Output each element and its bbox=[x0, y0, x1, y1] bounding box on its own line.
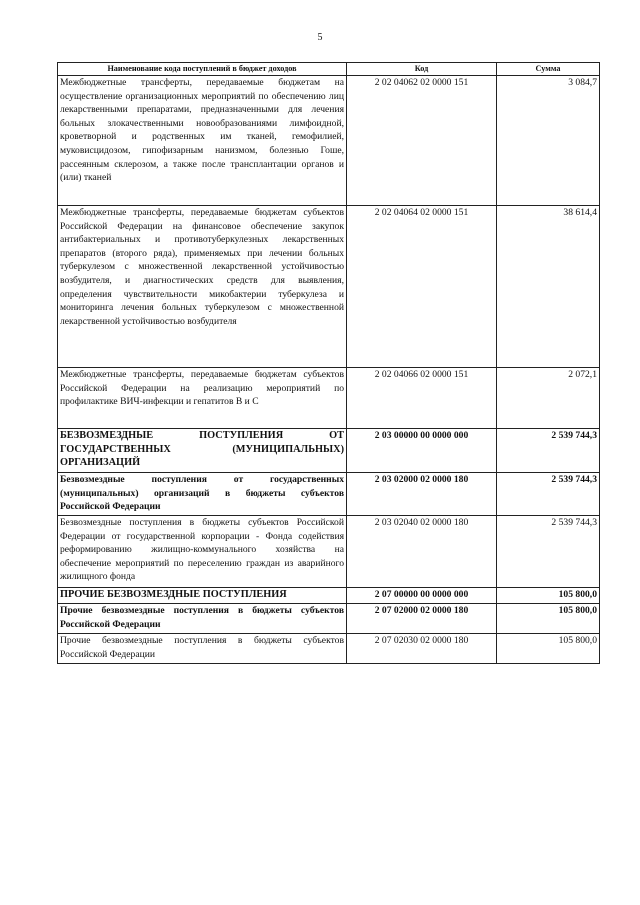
header-name: Наименование кода поступлений в бюджет доходов bbox=[58, 63, 347, 76]
table-header-row bbox=[58, 63, 600, 76]
row-code: 2 07 02000 02 0000 180 bbox=[347, 604, 497, 634]
row-sum: 105 800,0 bbox=[497, 634, 600, 664]
row-name: Межбюджетные трансферты, передаваемые бюджетам на осуществление организационных мероприятий по обеспечению лиц лекарственными препаратами, предназначенными для лечения больных злокачественными новообразованиями лимфоидной, кроветворной и родственных им тканей, гемофилией, муковисцидозом, гипофизарным нанизмом, болезнью Гоше, рассеянным склерозом, а также после трансплантации органов и (или) тканей bbox=[58, 76, 347, 206]
row-name: БЕЗВОЗМЕЗДНЫЕ ПОСТУПЛЕНИЯ ОТ ГОСУДАРСТВЕННЫХ (МУНИЦИПАЛЬНЫХ) ОРГАНИЗАЦИЙ bbox=[58, 429, 347, 473]
row-code: 2 03 02000 02 0000 180 bbox=[347, 473, 497, 516]
row-name: Межбюджетные трансферты, передаваемые бюджетам субъектов Российской Федерации на финансовое обеспечение закупок антибактериальных и противотуберкулезных лекарственных препаратов (второго ряда), применяемых при лечении больных туберкулезом с множественной лекарственной устойчивостью возбудителя, и диагностических средств для выявления, определения чувствительности микобактерии туберкулеза и мониторинга лечения больных туберкулезом с множественной лекарственной устойчивостью возбудителя bbox=[58, 206, 347, 368]
table-row bbox=[58, 634, 600, 664]
row-sum: 105 800,0 bbox=[497, 604, 600, 634]
table-row bbox=[58, 429, 600, 473]
row-name: Прочие безвозмездные поступления в бюджеты субъектов Российской Федерации bbox=[58, 634, 347, 664]
row-sum: 38 614,4 bbox=[497, 206, 600, 368]
row-name: ПРОЧИЕ БЕЗВОЗМЕЗДНЫЕ ПОСТУПЛЕНИЯ bbox=[58, 588, 347, 604]
row-name: Безвозмездные поступления в бюджеты субъектов Российской Федерации от государственной корпорации - Фонда содействия реформированию жилищно-коммунального хозяйства на обеспечение мероприятий по переселению граждан из аварийного жилищного фонда bbox=[58, 516, 347, 588]
row-code: 2 03 00000 00 0000 000 bbox=[347, 429, 497, 473]
row-sum: 3 084,7 bbox=[497, 76, 600, 206]
row-sum: 2 539 744,3 bbox=[497, 429, 600, 473]
header-sum: Сумма bbox=[497, 63, 600, 76]
table-row bbox=[58, 76, 600, 206]
row-name: Безвозмездные поступления от государственных (муниципальных) организаций в бюджеты субъектов Российской Федерации bbox=[58, 473, 347, 516]
table-row bbox=[58, 368, 600, 429]
header-code: Код bbox=[347, 63, 497, 76]
row-sum: 2 539 744,3 bbox=[497, 516, 600, 588]
row-code: 2 07 00000 00 0000 000 bbox=[347, 588, 497, 604]
row-sum: 105 800,0 bbox=[497, 588, 600, 604]
table-row bbox=[58, 206, 600, 368]
table-row bbox=[58, 604, 600, 634]
table-row bbox=[58, 473, 600, 516]
table-row bbox=[58, 516, 600, 588]
row-sum: 2 539 744,3 bbox=[497, 473, 600, 516]
row-name: Межбюджетные трансферты, передаваемые бюджетам субъектов Российской Федерации на реализацию мероприятий по профилактике ВИЧ-инфекции и гепатитов В и С bbox=[58, 368, 347, 429]
table-row bbox=[58, 588, 600, 604]
row-code: 2 02 04064 02 0000 151 bbox=[347, 206, 497, 368]
row-code: 2 02 04066 02 0000 151 bbox=[347, 368, 497, 429]
page-number: 5 bbox=[317, 32, 323, 43]
row-code: 2 02 04062 02 0000 151 bbox=[347, 76, 497, 206]
row-code: 2 07 02030 02 0000 180 bbox=[347, 634, 497, 664]
row-name: Прочие безвозмездные поступления в бюджеты субъектов Российской Федерации bbox=[58, 604, 347, 634]
row-code: 2 03 02040 02 0000 180 bbox=[347, 516, 497, 588]
row-sum: 2 072,1 bbox=[497, 368, 600, 429]
revenue-table bbox=[57, 62, 600, 664]
